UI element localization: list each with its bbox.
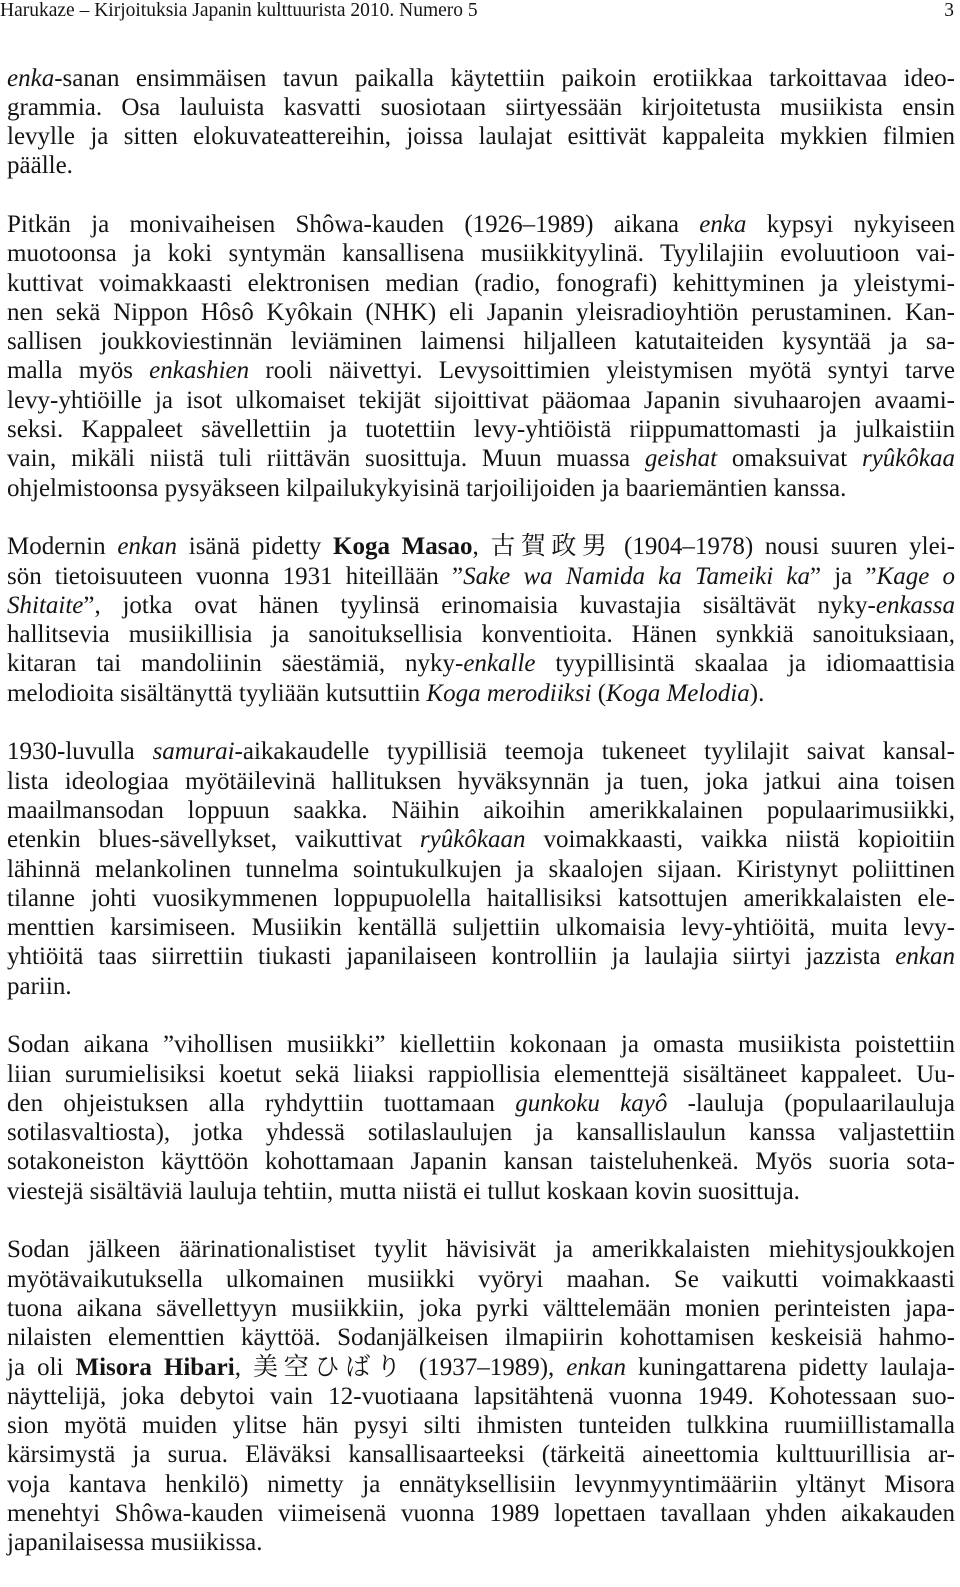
text-line: [7, 1499, 955, 1528]
text-run: kärsimystä ja surua. Eläväksi kansallisaarteeksi (tärkeitä aineettomia kulttuurillisia ar-: [7, 1441, 955, 1469]
text-run: nen sekä Nippon Hôsô Kyôkain (NHK) eli Japanin yleisradioyhtiön perustaminen. Kan-: [7, 298, 955, 326]
text-run: malla myös: [7, 357, 150, 385]
text-run: voja kantava henkilö) nimetty ja ennätyksellisiin levynmyyntimääriin yltänyt Misora: [7, 1470, 955, 1498]
text-line: [7, 298, 955, 327]
text-run: maailmansodan loppuun saakka. Näihin aikoihin amerikkalainen populaarimusiikki,: [7, 796, 955, 824]
text-line: [7, 239, 955, 268]
italic-term: enkassa: [875, 591, 955, 619]
text-run: sön tietoisuuteen vuonna 1931 hiteillään ”: [7, 562, 464, 590]
text-line: [7, 942, 955, 971]
text-line: [7, 796, 955, 825]
text-run: ).: [749, 679, 765, 707]
italic-term: ryûkôkaan: [419, 826, 526, 854]
text-run: Sodan aikana ”vihollisen musiikki” kiellettiin kokonaan ja omasta musiikista poistettiin: [7, 1031, 955, 1059]
publication-title: Harukaze – Kirjoituksia Japanin kulttuurista 2010. Numero 5: [0, 0, 478, 21]
text-run: kypsyi nykyiseen: [746, 210, 955, 238]
text-line: [7, 1060, 955, 1089]
text-run: etenkin blues-sävellykset, vaikuttivat: [7, 826, 420, 854]
paragraph: [7, 532, 955, 708]
text-line: [7, 1294, 955, 1323]
italic-term: enka: [699, 210, 747, 238]
text-line: [7, 649, 955, 678]
text-line: [7, 679, 955, 708]
text-run: sotakoneiston käyttöön kohottamaan Japanin kansan taisteluhenkeä. Myös suoria sota-: [7, 1148, 955, 1176]
text-run: -sanan ensimmäisen tavun paikalla käytettiin paikoin erotiikkaa tarkoittavaa ideo-: [54, 64, 955, 92]
text-run: ” ja ”: [809, 562, 877, 590]
text-run: kuningattarena pidetty laulaja-: [626, 1353, 955, 1381]
text-run: ja oli: [7, 1353, 76, 1381]
text-run: Modernin: [7, 533, 118, 561]
italic-term: enkan: [566, 1353, 626, 1381]
italic-term: Kage o: [876, 562, 955, 590]
text-run: myötävaikutuksella ulkomainen musiikki vyöryi maahan. Se vaikutti voimakkaasti: [7, 1265, 955, 1293]
italic-term: Koga merodiiksi: [426, 679, 592, 707]
text-run: Sodan jälkeen äärinationalistiset tyylit hävisivät ja amerikkalaisten miehitysjoukkojen: [7, 1236, 955, 1264]
text-line: [7, 1470, 955, 1499]
text-line: [7, 1177, 955, 1206]
text-line: [7, 591, 955, 620]
text-run: Pitkän ja monivaiheisen Shôwa-kauden (1926–1989) aikana: [7, 210, 700, 238]
text-run: viestejä sisältäviä lauluja tehtiin, mutta niistä ei tullut koskaan kovin suosittuja.: [7, 1177, 800, 1205]
italic-term: enkan: [895, 943, 955, 971]
running-header: [0, 0, 958, 24]
italic-term: enka: [7, 64, 55, 92]
text-line: [7, 1265, 955, 1294]
text-run: rooli näivettyi. Levysoittimien yleistymisen myötä syntyi tarve: [249, 357, 955, 385]
italic-term: enkalle: [463, 650, 536, 678]
text-line: [7, 1089, 955, 1118]
text-line: [7, 1030, 955, 1059]
text-line: [7, 1323, 955, 1352]
text-run: hallitsevia musiikillisia ja sanoituksellisia konventioita. Hänen synkkiä sanoituksiaan,: [7, 621, 955, 649]
text-run: yhtiöitä taas siirrettiin tiukasti japanilaiseen kontrolliin ja laulajia siirtyi jazzista: [7, 943, 896, 971]
text-run: den ohjeistuksen alla ryhdyttiin tuottamaan: [7, 1089, 516, 1117]
text-line: [7, 1147, 955, 1176]
italic-term: gunkoku kayô: [515, 1089, 668, 1117]
text-line: [7, 64, 955, 93]
text-run: seksi. Kappaleet sävellettiin ja tuotettiin levy-yhtiöistä riippumattomasti ja julkaistiin: [7, 416, 955, 444]
text-run: levy-yhtiöille ja isot ulkomaiset tekijät sijoittivat pääomaa Japanin sivuhaarojen avaami-: [7, 386, 955, 414]
text-line: [7, 855, 955, 884]
text-run: , 古賀政男 (1904–1978) nousi suuren ylei-: [472, 533, 955, 561]
text-line: [7, 415, 955, 444]
text-line: [7, 1528, 955, 1557]
text-run: kuttivat voimakkaasti elektronisen median (radio, fonografi) kehittyminen ja yleistymi-: [7, 269, 955, 297]
text-run: ”, jotka ovat hänen tyylinsä erinomaisia kuvastajia sisältävät nyky-: [83, 591, 876, 619]
text-line: [7, 1353, 955, 1382]
italic-term: enkashien: [149, 357, 250, 385]
text-run: japanilaisessa musiikissa.: [7, 1529, 263, 1557]
text-line: [7, 151, 955, 180]
text-run: sion myötä muiden ylitse hän pysyi silti ihmisten tunteiden tulkkina ruumiillistamalla: [7, 1412, 955, 1440]
text-run: ohjelmistoonsa pysyäkseen kilpailukykyisinä tarjoilijoiden ja baariemäntien kanssa.: [7, 474, 847, 502]
text-line: [7, 737, 955, 766]
text-run: lähinnä melankolinen tunnelma sointukulkujen ja skaalojen sijaan. Kiristynyt poliittinen: [7, 855, 955, 883]
text-run: liian surumielisiksi koetut sekä liiaksi rappiollisia elementtejä sisältäneet kappaleet. Uu-: [7, 1060, 955, 1088]
text-run: pariin.: [7, 972, 72, 1000]
text-line: [7, 1235, 955, 1264]
italic-term: enkan: [117, 533, 178, 561]
italic-term: Shitaite: [7, 591, 84, 619]
text-run: näyttelijä, joka debytoi vain 12-vuotiaana lapsitähtenä vuonna 1949. Kohotessaan suo-: [7, 1382, 955, 1410]
text-line: [7, 913, 955, 942]
text-line: [7, 884, 955, 913]
text-run: isänä pidetty: [177, 533, 333, 561]
paragraph: [7, 64, 955, 181]
text-run: 1930-luvulla: [7, 738, 153, 766]
text-run: nilaisten elementtien käyttöä. Sodanjälkeisen ilmapiirin kohottamisen keskeisiä hahmo-: [7, 1324, 955, 1352]
text-run: muotoonsa ja koki syntymän kansallisena musiikkityylinä. Tyylilajiin evoluutioon vai-: [7, 240, 955, 268]
paragraph: [7, 737, 955, 1001]
text-line: [7, 210, 955, 239]
text-run: lista ideologiaa myötäilevinä hallituksen hyväksynnän ja tuen, joka jatkui aina toisen: [7, 767, 955, 795]
paragraph: [7, 1030, 955, 1206]
text-line: [7, 532, 955, 561]
text-line: [7, 1440, 955, 1469]
paragraph: [7, 210, 955, 503]
text-line: [7, 356, 955, 385]
page-number: 3: [944, 0, 954, 21]
italic-term: Sake wa Namida ka Tameiki ka: [463, 562, 810, 590]
text-line: [7, 1411, 955, 1440]
text-line: [7, 269, 955, 298]
bold-name: Misora Hibari: [75, 1353, 235, 1381]
text-line: [7, 620, 955, 649]
text-line: [7, 767, 955, 796]
text-run: grammia. Osa lauluista kasvatti suosiotaan siirtyessään kirjoitetusta musiikista ensin: [7, 93, 955, 121]
text-line: [7, 386, 955, 415]
text-line: [7, 474, 955, 503]
text-line: [7, 562, 955, 591]
paragraph: [7, 1235, 955, 1557]
text-run: päälle.: [7, 152, 73, 180]
text-run: -lauluja (populaarilauluja: [667, 1089, 955, 1117]
text-run: voimakkaasti, vaikka niistä kopioitiin: [525, 826, 955, 854]
text-run: -aikakaudelle tyypillisiä teemoja tukeneet tyylilajit saivat kansal-: [234, 738, 955, 766]
text-run: vain, mikäli niistä tuli riittävän suosittuja. Muun muassa: [7, 445, 645, 473]
italic-term: ryûkôkaa: [861, 445, 956, 473]
text-run: kitaran tai mandoliinin säestämiä, nyky-: [7, 650, 464, 678]
italic-term: samurai: [152, 738, 235, 766]
italic-term: geishat: [644, 445, 718, 473]
text-line: [7, 444, 955, 473]
text-line: [7, 1382, 955, 1411]
italic-term: Koga Melodia: [606, 679, 750, 707]
text-run: tilanne johti vuosikymmenen loppupuolella haitallisiksi katsottujen amerikkalaisten ele-: [7, 884, 955, 912]
text-line: [7, 122, 955, 151]
text-run: tuona aikana sävellettyyn musiikkiin, joka pyrki välttelemään monien perinteisten japa-: [7, 1294, 955, 1322]
text-run: sotilasvaltiosta), jotka yhdessä sotilaslaulujen ja kansallislaulun kanssa valjastettiin: [7, 1119, 955, 1147]
text-line: [7, 93, 955, 122]
text-run: levylle ja sitten elokuvateattereihin, joissa laulajat esittivät kappaleita mykkien filmien: [7, 123, 955, 151]
text-run: , 美空ひばり (1937–1989),: [234, 1353, 567, 1381]
text-run: melodioita sisältänyttä tyyliään kutsuttiin: [7, 679, 427, 707]
text-run: menttien karsimiseen. Musiikin kentällä suljettiin ulkomaisia levy-yhtiöitä, muita levy-: [7, 914, 955, 942]
bold-name: Koga Masao: [333, 533, 473, 561]
text-line: [7, 1118, 955, 1147]
text-run: omaksuivat: [717, 445, 862, 473]
article-body: [7, 64, 955, 1587]
text-run: sallisen joukkoviestinnän leviäminen laimensi hiljalleen katutaiteiden kysyntää ja sa-: [7, 328, 955, 356]
text-run: tyypillisintä skaalaa ja idiomaattisia: [535, 650, 956, 678]
text-line: [7, 327, 955, 356]
text-line: [7, 825, 955, 854]
text-run: menehtyi Shôwa-kauden viimeisenä vuonna 1989 lopettaen tavallaan yhden aikakauden: [7, 1500, 955, 1528]
text-line: [7, 972, 955, 1001]
text-run: (: [591, 679, 607, 707]
